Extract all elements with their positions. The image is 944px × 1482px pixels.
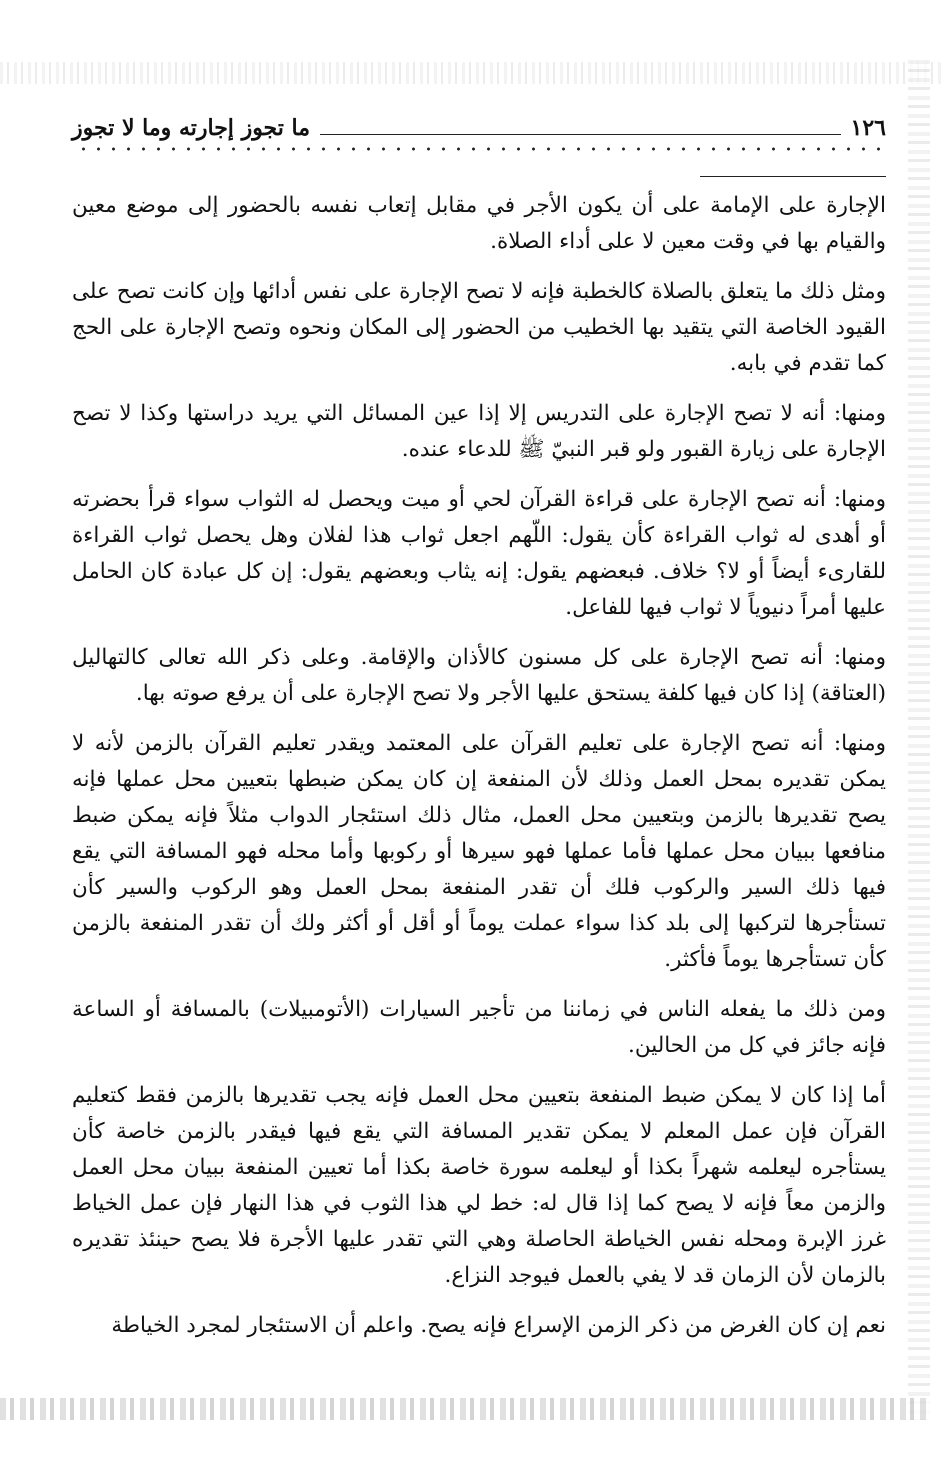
paragraph: ومن ذلك ما يفعله الناس في زماننا من تأجير السيارات (الأتومبيلات) بالمسافة أو الساعة فإنه جائز في كل من الحالين.: [72, 997, 886, 1058]
page-header: [72, 108, 886, 148]
paragraph: ومنها: أنه تصح الإجارة على تعليم القرآن على المعتمد ويقدر تعليم القرآن بالزمن لأنه لا يمكن تقديره بمحل العمل وذلك لأن المنفعة إن كان يمكن ضبطها بتعيين محل عملها فإنه يصح تقديرها بالزمن وبتعيين محل العمل، مثال ذلك استئجار الدواب مثلاً فإنه يمكن ضبط منافعها ببيان محل عملها فأما عملها فهو سيرها أو ركوبها وأما محله فهو المسافة التي يقع فيها ذلك السير والركوب فلك أن تقدر المنفعة بمحل العمل وهو الركوب والسير كأن تستأجرها لتركبها إلى بلد كذا سواء عملت يوماً أو أقل أو أكثر ولك أن تقدر المنفعة بالزمن كأن تستأجرها يوماً فأكثر.: [72, 731, 886, 972]
paragraph: ومثل ذلك ما يتعلق بالصلاة كالخطبة فإنه لا تصح الإجارة على نفس أدائها وإن كانت تصح على القيود الخاصة التي يتقيد بها الخطيب من الحضور إلى المكان ونحوه وتصح الإجارة على الحج كما تقدم في بابه.: [72, 279, 886, 376]
body-text: [72, 188, 886, 1358]
paragraph: نعم إن كان الغرض من ذكر الزمن الإسراع فإنه يصح. واعلم أن الاستئجار لمجرد الخياطة: [111, 1313, 886, 1338]
paragraph: أما إذا كان لا يمكن ضبط المنفعة بتعيين محل العمل فإنه يجب تقديرها بالزمن فقط كتعليم القرآن فإن عمل المعلم لا يمكن تقدير المسافة التي يقع فيها فيقدر بالزمن خاصة كأن يستأجره ليعلمه شهراً بكذا أو ليعلمه سورة خاصة بكذا أما تعيين المنفعة ببيان محل العمل والزمن معاً فإنه لا يصح كما إذا قال له: خط لي هذا الثوب في هذا النهار فإن عمل الخياط غرز الإبرة ومحله نفس الخياطة الحاصلة وهي التي تقدر عليها الأجرة فلا يصح حينئذ تقديره بالزمان لأن الزمان قد لا يفي بالعمل فيوجد النزاع.: [72, 1083, 887, 1288]
paragraph: ومنها: أنه لا تصح الإجارة على التدريس إلا إذا عين المسائل التي يريد دراستها وكذا لا تصح الإجارة على زيارة القبور ولو قبر النبيّ ﷺ للدعاء عنده.: [72, 401, 886, 462]
continuation-rule: [700, 176, 886, 177]
dotted-separator: [76, 146, 886, 152]
scan-noise-top: [0, 62, 944, 84]
decorative-border-bottom: [0, 1398, 930, 1420]
paragraph: ومنها: أنه تصح الإجارة على قراءة القرآن لحي أو ميت ويحصل له الثواب سواء قرأ بحضرته أو أهدى له ثواب القراءة كأن يقول: اللّهم اجعل ثواب هذا لفلان وهل يحصل ثواب القراءة للقارىء أيضاً أو لا؟ خلاف. فبعضهم يقول: إنه يثاب وبعضهم يقول: إن كل عبادة كان الحامل عليها أمراً دنيوياً لا ثواب فيها للفاعل.: [72, 487, 886, 620]
decorative-border-right: [908, 60, 930, 1420]
running-title: ما تجوز إجارته وما لا تجوز: [72, 115, 311, 141]
header-rule: [320, 134, 841, 135]
page-number: ١٢٦: [850, 115, 886, 141]
paragraph: الإجارة على الإمامة على أن يكون الأجر في مقابل إتعاب نفسه بالحضور إلى موضع معين والقيام بها في وقت معين لا على أداء الصلاة.: [72, 193, 886, 254]
paragraph: ومنها: أنه تصح الإجارة على كل مسنون كالأذان والإقامة. وعلى ذكر الله تعالى كالتهاليل (العتاقة) إذا كان فيها كلفة يستحق عليها الأجر ولا تصح الإجارة على أن يرفع صوته بها.: [72, 645, 886, 706]
